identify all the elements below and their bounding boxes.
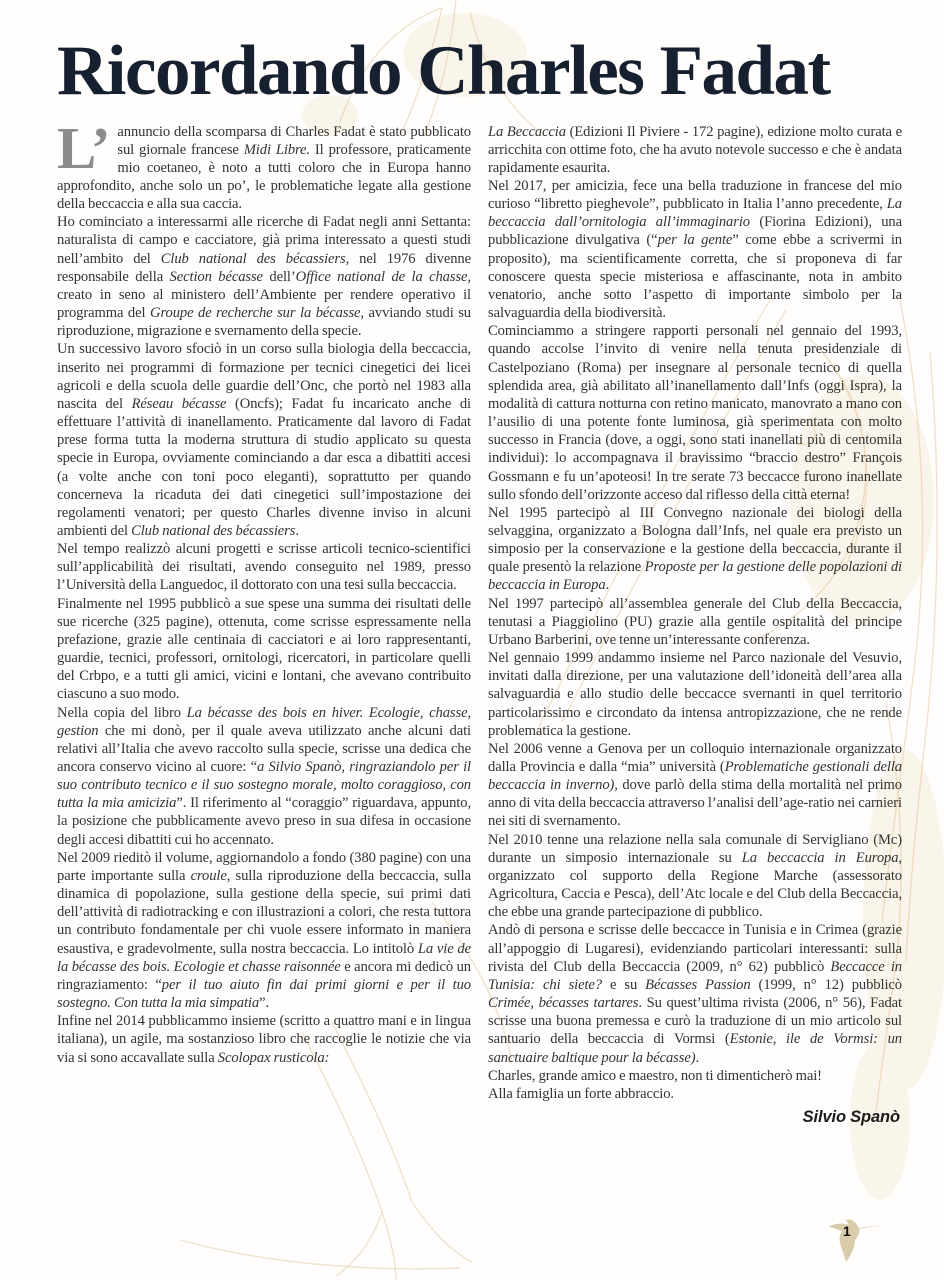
text-segment: Cominciammo a stringere rapporti personali nel gennaio del 1993, quando accolse l’invito di venire nella tenuta presidenziale di Castelpoziano (Roma) per insegnare al personale tecnico di quella splendida area, già abilitato all’inanellamento dall’Infs (oggi Ispra), la modalità di cattura notturna con retino manicato, manovrato a mano con l’ausilio di una potente fonte luminosa, già sperimentata con molto successo in Francia (dove, a oggi, sono stati inanellati più di centomila individui): lo accompagnava il bravissimo “braccio destro” François Gossmann e fu un’apoteosi! In tre serate 73 beccacce furono inanellate sullo sfondo dell’orizzonte acceso dal riflesso della città eterna! xyxy=(488,323,902,503)
text-segment: Andò di persona e scrisse delle beccacce in Tunisia e in Crimea (grazie all’appoggio di Lugaresi), evidenziando particolari interessanti: sulla rivista del Club della Beccaccia (2009, n° 62) pubblicò xyxy=(488,922,902,975)
text-segment: , nel 1976 divenne responsabile della xyxy=(57,250,472,285)
text-segment: (1999, n° 12) pubblicò xyxy=(750,976,902,993)
paragraph xyxy=(488,649,902,740)
text-segment: Nel gennaio 1999 andammo insieme nel Parco nazionale del Vesuvio, invitati dalla direzione, per una valutazione dell’idoneità dell’area alla salvaguardia e allo studio delle beccacce svernanti in quel territorio particolarissimo e circondato da intensa antropizzazione, che ne rende problematica la gestione. xyxy=(488,650,902,739)
text-segment: . xyxy=(295,522,299,539)
italic-text-segment: per il tuo aiuto fin dai primi giorni e per il tuo sostegno. Con tutta la mia simpatia xyxy=(57,976,471,1012)
paragraph xyxy=(488,1085,902,1103)
italic-text-segment: Estonie, ile de Vormsi: un sanctuaire baltique pour la bécasse) xyxy=(488,1031,902,1066)
paragraph xyxy=(488,322,902,504)
italic-text-segment: Office national de la chasse xyxy=(295,268,468,285)
paragraph xyxy=(488,740,902,831)
paragraph xyxy=(57,704,471,849)
italic-text-segment: Problematiche gestionali della beccaccia in inverno), xyxy=(488,759,902,794)
italic-text-segment: croule xyxy=(190,867,227,884)
text-segment: dell’ xyxy=(262,268,296,285)
text-segment: Nel 2006 venne a Genova per un colloquio internazionale organizzato dalla Provincia e dalla “mia” università ( xyxy=(488,740,902,776)
paragraph xyxy=(488,177,902,322)
italic-text-segment: La bécasse des bois en hiver. Ecologie, chasse, gestion xyxy=(57,704,471,739)
text-segment: Nel 1995 partecipò al III Convegno nazionale dei biologi della selvaggina, organizzato a Bologna dall’Infs, nel quale era previsto un simposio per la conservazione e la gestione della beccaccia, durante il quale presentò la relazione xyxy=(488,504,902,576)
paragraph xyxy=(57,849,471,1012)
page-title: Ricordando Charles Fadat xyxy=(57,32,830,110)
italic-text-segment: a Silvio Spanò, ringraziandolo per il suo contributo tecnico e il suo sostegno morale, molto coraggioso, con tutta la mia amicizia xyxy=(57,759,471,812)
italic-text-segment: La beccaccia in Europa xyxy=(741,849,899,866)
text-segment: Ho cominciato a interessarmi alle ricerche di Fadat negli anni Settanta: naturalista di campo e cacciatore, già prima interessato a questi studi nell’ambito del xyxy=(57,214,471,267)
text-segment: annuncio della scomparsa di Charles Fadat è stato pubblicato sul giornale francese xyxy=(117,123,471,158)
text-segment: , avviando studi su riproduzione, migrazione e svernamento della specie. xyxy=(57,305,471,340)
text-segment: . xyxy=(605,577,610,594)
text-segment: ” come ebbe a scrivermi in proposito), ma scientificamente corretta, che si proponeva di far conoscere questa specie misteriosa e affascinante, nota in ambito venatorio, anche sotto l’aspetto di importante simbolo per la salvaguardia della biodiversità. xyxy=(488,232,903,322)
text-segment: Charles, grande amico e maestro, non ti dimenticherò mai! xyxy=(488,1067,822,1084)
page-number: 1 xyxy=(843,1223,851,1239)
text-segment: Nel 2009 rieditò il volume, aggiornandolo a fondo (380 pagine) con una parte importante sulla xyxy=(57,849,471,884)
paragraph xyxy=(488,831,902,922)
paragraph xyxy=(57,540,471,594)
paragraph xyxy=(488,1067,902,1085)
two-column-body xyxy=(0,114,944,1127)
italic-text-segment: Midi Libre. xyxy=(243,141,310,158)
author-signature: Silvio Spanò xyxy=(802,1107,900,1126)
text-segment: Un successivo lavoro sfociò in un corso sulla biologia della beccaccia, inserito nei programmi di formazione per tecnici cinegetici dei licei agricoli e della scuola delle guardie dell’Onc, che portò nel 1983 alla nascita del xyxy=(57,341,471,412)
text-segment: Nella copia del libro xyxy=(57,704,187,721)
italic-text-segment: Crimée, bécasses tartares xyxy=(488,995,639,1012)
paragraph xyxy=(488,921,902,1066)
paragraph xyxy=(488,123,902,177)
paragraph xyxy=(57,114,471,214)
paragraph xyxy=(57,595,471,704)
italic-text-segment: Section bécasse xyxy=(169,268,263,285)
italic-text-segment: Bécasses Passion xyxy=(645,976,751,993)
text-segment: ”. Il riferimento al “coraggio” riguardava, appunto, la posizione che pubblicamente avevo preso in sua difesa in occasione degli accesi dibattiti cui ho accennato. xyxy=(57,795,471,848)
italic-text-segment: Scolopax rusticola: xyxy=(217,1049,330,1066)
woodcock-silhouette-icon xyxy=(822,1214,882,1266)
text-segment: . xyxy=(695,1049,700,1066)
text-segment: Finalmente nel 1995 pubblicò a sue spese una summa dei risultati delle sue ricerche (325 pagine), ottenuta, come scrisse espressamente nella prefazione, grazie alle centinaia di cacciatori e ai loro rappresentanti, guardie, tecnici, professori, ornitologi, ricercatori, in particolare quelli del Crbpo, e a tutti gli amici, vicini e lontani, che avevano contribuito ciascuno a suo modo. xyxy=(57,595,471,703)
italic-text-segment: Club national des bécassiers xyxy=(131,522,296,539)
text-segment: Nel tempo realizzò alcuni progetti e scrisse articoli tecnico-scientifici sull’applicabilità dei risultati, avendo conseguito nel 1989, presso l’Università della Languedoc, il dottorato con una tesi sulla beccaccia. xyxy=(57,541,471,594)
paragraph xyxy=(57,213,471,340)
text-segment: (Oncfs); Fadat fu incaricato anche di effettuare l’attività di inanellamento. Praticamente dal lavoro di Fadat prese forma tutta la moderna struttura di studio applicato su questa specie in Europa, ovviamente cominciando a dar esca a dibattiti accesi (a volte anche con toni poco eleganti), soprattutto per quando concerneva la ricaduta dei dati cinegetici sull’impostazione dei regolamenti venatori; per questo Charles divenne inviso in alcuni ambienti del xyxy=(57,395,471,539)
text-segment: (Edizioni Il Piviere - 172 pagine), edizione molto curata e arricchita con ottime foto, che ha avuto notevole successo e che è andata rapidamente esaurita. xyxy=(488,123,902,176)
text-segment: Alla famiglia un forte abbraccio. xyxy=(488,1085,674,1102)
text-segment: Nel 1997 partecipò all’assemblea generale del Club della Beccaccia, tenutasi a Piaggiolino (PU) grazie alla gentile ospitalità del principe Urbano Barberini, ove tenne un’interessante conferenza. xyxy=(488,595,902,648)
italic-text-segment: Groupe de recherche sur la bécasse xyxy=(150,305,361,322)
drop-cap: L’ xyxy=(57,114,111,181)
italic-text-segment: La vie de la bécasse des bois. Ecologie et chasse raisonnée xyxy=(57,940,472,975)
page-number-marker xyxy=(822,1214,882,1266)
text-segment: e ancora mi dedicò un ringraziamento: “ xyxy=(57,958,471,993)
text-segment: e su xyxy=(602,976,646,993)
italic-text-segment: La Beccaccia xyxy=(488,123,566,140)
text-segment: dove parlò della stima della mortalità nel primo anno di vita della beccaccia attraverso l’analisi dell’age-ratio nei carnieri nei siti di svernamento. xyxy=(488,777,902,830)
left-column-paragraphs xyxy=(57,114,472,1067)
text-segment: . Su quest’ultima rivista (2006, n° 56), Fadat scrisse una buona premessa e curò la traduzione di un mio articolo sul santuario della beccaccia di Vormsi ( xyxy=(488,995,902,1048)
italic-text-segment: per la gente xyxy=(657,232,733,249)
text-segment: , organizzato col supporto della Regione Marche (assessorato Agricoltura, Caccia e Pesca), dell’Atc locale e del Club della Beccaccia, che ebbe una grande partecipazione di pubblico. xyxy=(488,849,902,921)
right-column-paragraphs xyxy=(488,123,902,1103)
paragraph xyxy=(57,1012,471,1066)
text-segment: che mi donò, per il quale aveva utilizzato anche alcuni dati relativi all’Italia che avevo raccolto sulla specie, scrisse una dedica che ancora conservo vicino al cuore: “ xyxy=(57,722,471,776)
text-segment: Nel 2017, per amicizia, fece una bella traduzione in francese del mio curioso “libretto pieghevole”, pubblicato in Italia l’anno precedente, xyxy=(488,178,902,213)
italic-text-segment: Beccacce in Tunisia: chi siete? xyxy=(488,958,903,993)
paragraph xyxy=(57,340,471,540)
italic-text-segment: La beccaccia dall’ornitologia all’immaginario xyxy=(488,196,902,231)
text-segment: Infine nel 2014 pubblicammo insieme (scritto a quattro mani e in lingua italiana), un agile, ma sostanzioso libro che raccoglie le notizie che via via si sono accavallate sulla xyxy=(57,1013,471,1066)
text-segment: , creato in seno al ministero dell’Ambiente per rendere operativo il programma del xyxy=(57,268,471,322)
italic-text-segment: Réseau bécasse xyxy=(131,395,227,412)
text-segment: Nel 2010 tenne una relazione nella sala comunale di Servigliano (Mc) durante un simposio internazionale su xyxy=(488,831,902,866)
text-segment: , sulla riproduzione della beccaccia, sulla dinamica di popolazione, sulla gestione della specie, sui primi dati dell’attività di radiotracking e con illustrazioni a colori, che resta tuttora un contributo fondamentale per chi vuole essere informato in maniera esaustiva, e gradevolmente, sulla nostra beccaccia. Lo intitolò xyxy=(57,867,472,957)
left-column xyxy=(57,114,472,1127)
italic-text-segment: Club national des bécassiers xyxy=(160,250,346,267)
text-segment: Il professore, praticamente mio coetaneo, è noto a tutti coloro che in Europa hanno approfondito, anche solo un po’, le problematiche legate alla gestione della beccaccia e alla sua caccia. xyxy=(57,141,471,213)
italic-text-segment: Proposte per la gestione delle popolazioni di beccaccia in Europa xyxy=(488,559,902,594)
text-segment: (Fiorina Edizioni), una pubblicazione divulgativa (“ xyxy=(488,214,902,249)
paragraph xyxy=(488,504,902,595)
paragraph xyxy=(488,595,902,649)
right-column xyxy=(488,123,902,1127)
text-segment: ”. xyxy=(259,995,270,1012)
article-content xyxy=(0,34,944,1126)
